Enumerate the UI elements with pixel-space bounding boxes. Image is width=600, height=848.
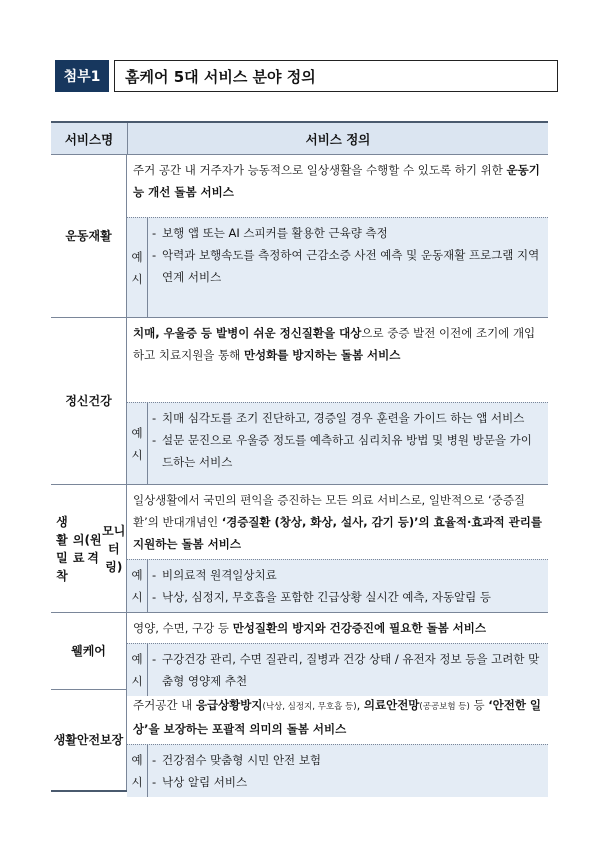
service-name [51,690,127,790]
definition-text: 주거공간 내 [133,698,196,712]
examples-label [127,218,148,317]
service-name-line: 생활밀착 [56,514,68,583]
service-name: 운동재활 [51,155,127,317]
examples-list [148,644,548,696]
example-text: 비의료적 원격일상치료 [162,568,277,582]
example-text: 악력과 보행속도를 측정하여 근감소증 사전 예측 및 운동재활 프로그램 지역연계 서비스 [162,248,540,284]
attachment-badge: 첨부1 [55,60,109,92]
examples-box [127,402,548,484]
definition-text: 일상생활에서 국민의 편익을 증진하는 모든 의료 서비스로, 일반적으로 ‘중증질환’의 반대개념인 [133,493,526,529]
definition-emphasis: ‘안전한 일상’을 보장하는 포괄적 의미의 돌봄 서비스 [133,698,542,736]
examples-box [127,217,548,317]
example-text: 건강점수 맞춤형 시민 안전 보험 [162,753,322,767]
examples-label-char: 예 [131,753,143,767]
list-item [152,564,542,586]
examples-list [148,403,548,484]
list-item [152,749,542,771]
dash-bullet-icon: - [152,753,157,767]
table-row [51,485,548,613]
example-text: 설문 문진으로 우울증 정도를 예측하고 심리치유 방법 및 병원 방문을 가이드하는 서비스 [162,433,532,469]
service-definition [127,155,548,217]
list-item [152,407,542,429]
service-content [127,155,548,317]
definition-text: 등 [469,698,489,712]
table-row [51,155,548,318]
list-item [152,771,542,793]
examples-label-char: 시 [131,447,143,462]
definition-text: 으로 중증 발전 이전에 조기에 개입하고 치료지원을 통해 [133,326,536,362]
examples-label-char: 시 [131,775,143,789]
header-service-definition: 서비스 정의 [305,131,371,147]
examples-box [127,744,548,797]
service-definition-table [51,121,548,792]
dash-bullet-icon: - [152,248,157,262]
examples-label [127,403,148,484]
definition-emphasis: 치매, 우울증 등 발병이 쉬운 정신질환을 대상 [133,326,362,340]
examples-list [148,745,548,797]
definition-text: , [356,698,364,712]
list-item [152,222,542,244]
dash-bullet-icon: - [152,775,157,789]
header-service-name: 서비스명 [51,123,128,154]
service-definition [127,690,548,744]
examples-label [127,745,148,797]
dash-bullet-icon: - [152,568,157,582]
examples-label-char: 예 [131,249,143,264]
service-name: 웰케어 [51,613,127,689]
list-item [152,429,542,473]
table-header [51,123,548,155]
service-definition [127,613,548,643]
table-row [51,613,548,690]
service-name-line: 모니터링) [102,523,126,574]
examples-box [127,559,548,612]
definition-text: 영양, 수면, 구강 등 [133,621,233,635]
service-content [127,613,548,689]
example-text: 치매 심각도를 조기 진단하고, 경증일 경우 훈련을 가이드 하는 앱 서비스 [162,411,525,425]
list-item [152,648,542,692]
definition-emphasis: ‘경증질환 (창상, 화상, 설사, 감기 등)’의 효율적·효과적 관리를 지원하는 돌봄 서비스 [133,515,542,551]
dash-bullet-icon: - [152,411,157,425]
examples-label-char: 예 [131,425,143,440]
service-content [127,485,548,612]
examples-label-char: 예 [131,568,143,582]
definition-emphasis: 응급상황방지 [195,698,263,712]
list-item [152,586,542,608]
examples-list [148,560,548,612]
service-name-line: 생활 [53,733,77,747]
examples-label-char: 예 [131,652,143,666]
examples-label [127,644,148,696]
page-title: 홈케어 5대 서비스 분야 정의 [114,60,558,92]
definition-text: 주거 공간 내 거주자가 능동적으로 일상생활을 수행할 수 있도록 하기 위한 [133,163,507,177]
service-name [51,485,127,612]
service-name-line: 의료 [72,532,85,565]
examples-label-char: 시 [131,590,143,604]
dash-bullet-icon: - [152,652,157,666]
table-row [51,318,548,485]
list-item [152,244,542,288]
examples-box [127,643,548,696]
table-row [51,690,548,790]
example-text: 보행 앱 또는 AI 스피커를 활용한 근육량 측정 [162,226,388,240]
service-definition [127,318,548,402]
definition-emphasis: 만성화를 방지하는 돌봄 서비스 [243,348,401,362]
examples-label-char: 시 [131,271,143,286]
example-text: 낙상 알림 서비스 [162,775,248,789]
examples-label-char: 시 [131,674,143,688]
definition-text: (공공보험 등) [419,702,470,712]
dash-bullet-icon: - [152,590,157,604]
example-text: 낙상, 심정지, 무호흡을 포함한 긴급상황 실시간 예측, 자동알림 등 [162,590,492,604]
service-content [127,690,548,790]
dash-bullet-icon: - [152,226,157,240]
definition-emphasis: 의료안전망 [363,698,420,712]
definition-text: (낙상, 심정지, 무호흡 등) [262,702,357,712]
examples-label [127,560,148,612]
service-content [127,318,548,484]
service-name-line: (원격 [84,532,102,565]
examples-list [148,218,548,317]
dash-bullet-icon: - [152,433,157,447]
definition-emphasis: 만성질환의 방지와 건강증진에 필요한 돌봄 서비스 [232,621,487,635]
table-body [51,155,548,790]
service-name-line: 안전보장 [76,733,124,747]
service-name: 정신건강 [51,318,127,484]
example-text: 구강건강 관리, 수면 질관리, 질병과 건강 상태 / 유전자 정보 등을 고려한 맞춤형 영양제 추천 [162,652,540,688]
definition-emphasis: 운동기능 개선 돌봄 서비스 [133,163,540,199]
service-definition [127,485,548,559]
